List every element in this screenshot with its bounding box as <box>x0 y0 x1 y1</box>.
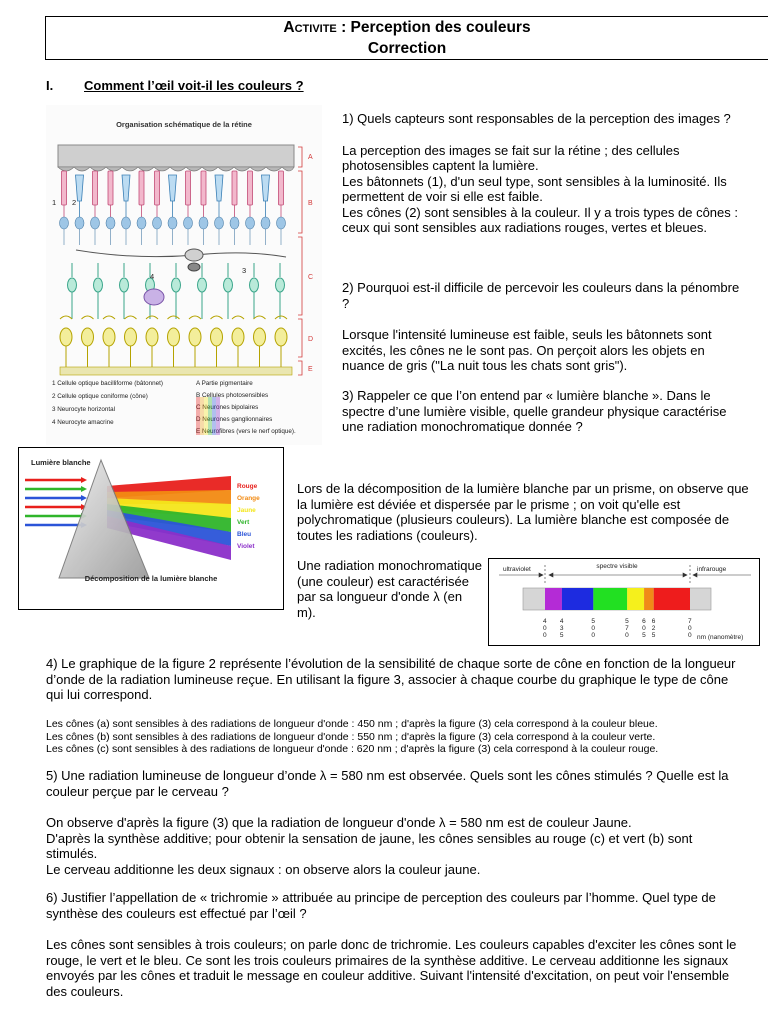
question-1: 1) Quels capteurs sont responsables de la perception des images ? <box>342 111 731 126</box>
answer-4-block <box>46 718 756 756</box>
retina-legend-left-item: 4 Neurocyte amacrine <box>52 419 114 426</box>
retina-marker-label: 2 <box>72 198 77 207</box>
answer-6: Les cônes sont sensibles à trois couleurs; on parle donc de trichromie. Les couleurs capables d'exciter les cônes sont le rouge, le vert et le bleu. Ce sont les trois couleurs primaires de la synthèse additive. Le cerveau additionne les signaux envoyés par les cônes et traduit le message en couleur additive. Suivant l'intensité d'excitation, on peut voir l'ensemble des couleurs. <box>46 937 737 999</box>
answer-5-line-3: Le cerveau additionne les deux signaux : on observe alors la couleur jaune. <box>46 861 481 877</box>
retina-diagram <box>46 105 322 445</box>
question-2-block <box>342 280 747 374</box>
spectrum-diagram <box>489 559 759 645</box>
retina-legend-left-item: 2 Cellule optique coniforme (cône) <box>52 393 148 400</box>
retina-marker-label: 4 <box>150 272 155 281</box>
spectrum-visible-label: spectre visible <box>596 563 638 570</box>
answer-1-line-2: Les bâtonnets (1), d'un seul type, sont sensibles à la luminosité. Ils permettent de voir si elle est faible. <box>342 173 727 204</box>
spectrum-tick-label: 4 0 0 <box>543 618 547 639</box>
spectrum-tick-label: 6 0 5 <box>642 618 646 639</box>
question-2: 2) Pourquoi est-il difficile de percevoir les couleurs dans la pénombre ? <box>342 280 740 311</box>
retina-zone-label: C <box>308 274 314 281</box>
title-box <box>45 16 768 60</box>
spectrum-band <box>545 588 562 610</box>
spectrum-band <box>593 588 627 610</box>
answer-2: Lorsque l'intensité lumineuse est faible, seuls les bâtonnets sont excités, les cônes ne le sont pas. On perçoit alors les objets en nuance de gris ("La nuit tous les chats sont gris"). <box>342 327 712 373</box>
question-3: 3) Rappeler ce que l’on entend par « lumière blanche ». Dans le spectre d’une lumière visible, quelle grandeur physique caractérise une radiation monochromatique donnée ? <box>342 388 727 434</box>
retina-marker-label: 1 <box>52 198 57 207</box>
page-subtitle: Correction <box>367 40 447 57</box>
prism-diagram <box>19 448 283 609</box>
answer-1-line-1: La perception des images se fait sur la rétine ; des cellules photosensibles captent la lumière. <box>342 142 680 173</box>
spectrum-band <box>562 588 593 610</box>
answer-5-block <box>46 815 746 877</box>
retina-figure-title: Organisation schématique de la rétine <box>116 120 252 129</box>
retina-figure <box>46 105 322 445</box>
retina-legend-left-item: 1 Cellule optique bacilliforme (bâtonnet) <box>52 380 163 387</box>
retina-marker-label: 3 <box>242 266 247 275</box>
page-title <box>46 17 768 38</box>
retina-legend-right-item: B Cellules photosensibles <box>196 392 269 399</box>
section-number: I. <box>46 78 54 93</box>
answer-1-line-3: Les cônes (2) sont sensibles à la couleur. Il y a trois types de cônes : ceux qui sont sensibles aux radiations rouges, vertes et bleues. <box>342 204 738 235</box>
prism-top-label: Lumière blanche <box>31 458 91 467</box>
retina-legend-right-item: E Neurofibres (vers le nerf optique). <box>196 428 296 435</box>
spectrum-uv-label: ultraviolet <box>503 566 531 573</box>
retina-zone-label: A <box>308 154 313 161</box>
prism-figure <box>18 447 284 610</box>
answer-5-line-2: D'après la synthèse additive; pour obtenir la sensation de jaune, les cônes sensibles au rouge (c) et vert (b) sont stimulés. <box>46 830 693 861</box>
prism-color-label: Jaune <box>237 507 256 514</box>
prism-color-label: Bleu <box>237 531 252 538</box>
spectrum-ir-label: infrarouge <box>697 566 727 573</box>
answer-3-monochromatic: Une radiation monochromatique (une couleur) est caractérisée par sa longueur d'onde λ (en m). <box>297 558 482 620</box>
section-heading: Comment l’œil voit-il les couleurs ? <box>84 78 304 93</box>
question-5: 5) Une radiation lumineuse de longueur d’onde λ = 580 nm est observée. Quels sont les cônes stimulés ? Quelle est la couleur perçue par le cerveau ? <box>46 768 729 799</box>
answer-4-cone-a: Les cônes (a) sont sensibles à des radiations de longueur d'onde : 450 nm ; d'après la figure (3) cela correspond à la couleur bleue. <box>46 718 658 730</box>
retina-legend-left-item: 3 Neurocyte horizontal <box>52 406 116 413</box>
question-1-block <box>342 111 747 236</box>
question-4: 4) Le graphique de la figure 2 représente l’évolution de la sensibilité de chaque sorte de cône en fonction de la longueur d’onde de la radiation lumineuse reçue. En utilisant la figure 3, associer à chaque courbe du graphique le type de cône qui lui correspond. <box>46 656 736 702</box>
prism-color-label: Rouge <box>237 483 258 490</box>
spectrum-band <box>654 588 690 610</box>
activity-label: Activite <box>283 19 337 36</box>
spectrum-tick-label: 5 7 0 <box>625 618 629 639</box>
retina-legend-right-item: A Partie pigmentaire <box>196 380 253 387</box>
prism-color-label: Vert <box>237 519 250 526</box>
retina-zone-label: D <box>308 336 314 343</box>
question-6: 6) Justifier l’appellation de « trichromie » attribuée au principe de perception des couleurs par l’homme. Quel type de synthèse des couleurs est effectué par l’œil ? <box>46 890 716 921</box>
retina-legend-right-item: D Neurones ganglionnaires <box>196 416 273 423</box>
prism-color-label: Orange <box>237 495 260 502</box>
spectrum-tick-label: 4 3 5 <box>559 618 564 639</box>
retina-legend-right-item: C Neurones bipolaires <box>196 404 259 411</box>
answer-4-cone-c: Les cônes (c) sont sensibles à des radiations de longueur d'onde : 620 nm ; d'après la figure (3) cela correspond à la couleur rouge. <box>46 743 659 755</box>
prism-caption: Décomposition de la lumière blanche <box>84 574 218 583</box>
answer-4-cone-b: Les cônes (b) sont sensibles à des radiations de longueur d'onde : 550 nm ; d'après la figure (3) cela correspond à la couleur verte. <box>46 730 656 743</box>
spectrum-band <box>627 588 644 610</box>
spectrum-tick-label: 5 0 0 <box>591 618 595 639</box>
spectrum-unit-label: nm (nanomètre) <box>697 634 744 641</box>
spectrum-tick-label: 7 0 0 <box>688 618 692 639</box>
spectrum-figure <box>488 558 760 646</box>
prism-color-label: Violet <box>237 543 255 550</box>
spectrum-tick-label: 6 2 5 <box>651 618 656 639</box>
spectrum-band <box>644 588 654 610</box>
retina-zone-label: B <box>308 200 313 207</box>
answer-3-white-light: Lors de la décomposition de la lumière blanche par un prisme, on observe que la lumière est déviée et dispersée par le prisme ; on voit qu'elle est polychromatique (plusieurs couleurs). La lumière blanche est composée de toutes les radiations (couleurs). <box>297 481 749 543</box>
answer-5-line-1: On observe d'après la figure (3) que la radiation de longueur d'onde λ = 580 nm est de couleur Jaune. <box>46 815 632 830</box>
retina-zone-label: E <box>308 366 313 373</box>
title-text: : Perception des couleurs <box>336 19 531 36</box>
